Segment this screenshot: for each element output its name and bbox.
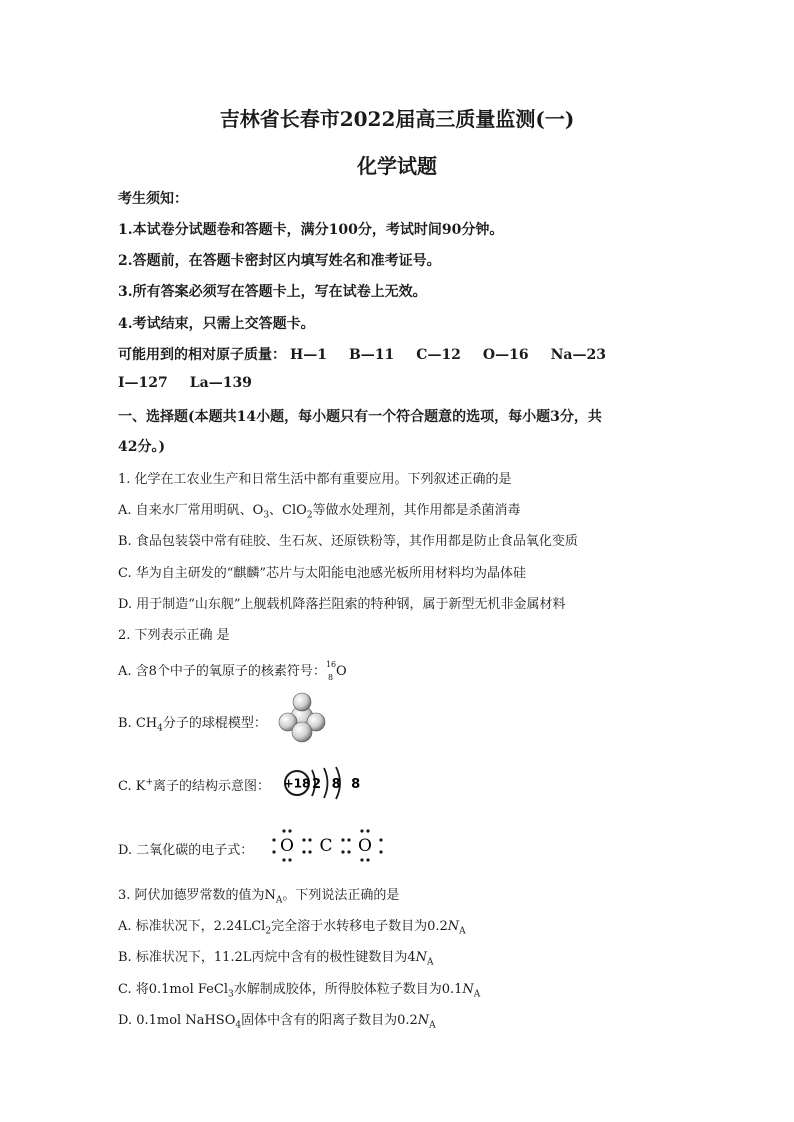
avogadro-symbol: N — [462, 982, 474, 997]
subscript: 4 — [157, 723, 163, 734]
text: 、ClO — [269, 503, 307, 518]
element-symbol: O — [335, 664, 347, 679]
q2-option-d: D. 二氧化碳的电子式： — [118, 843, 254, 858]
atomic-mass: I—127 — [118, 375, 168, 391]
q2-option-a — [118, 659, 347, 682]
superscript: + — [145, 777, 154, 788]
text: 3. 阿伏加德罗常数的值为N — [118, 888, 276, 903]
atomic-masses-label: 可能用到的相对原子质量： — [118, 347, 286, 363]
ch4-ball-stick-model-image — [278, 690, 328, 744]
subscript: 2 — [306, 510, 313, 521]
q1-stem: 1. 化学在工农业生产和日常生活中都有重要应用。下列叙述正确的是 — [118, 472, 512, 487]
notice-item: 1.本试卷分试题卷和答题卡，满分100分，考试时间90分钟。 — [118, 222, 504, 238]
isotope-notation — [325, 659, 337, 682]
notice-item: 2.答题前，在答题卡密封区内填写姓名和准考证号。 — [118, 253, 441, 269]
atom-symbol: O — [358, 836, 372, 856]
section-heading: 一、选择题(本题共14小题，每小题只有一个符合题意的选项，每小题3分，共 — [118, 409, 602, 425]
avogadro-symbol: N — [415, 950, 428, 965]
atomic-mass: H—1 — [290, 347, 327, 363]
atom-symbol: O — [280, 836, 294, 856]
text: B. CH — [118, 716, 158, 731]
q3-option-b — [118, 946, 434, 968]
q1-option-d: D. 用于制造“山东舰”上舰载机降落拦阻索的特种钢，属于新型无机非金属材料 — [118, 597, 566, 612]
text: A. 标准状况下，2.24LCl — [118, 919, 266, 934]
text: A. 含8个中子的氧原子的核素符号： — [118, 664, 326, 679]
text: 固体中含有的阳离子数目为0.2 — [241, 1013, 418, 1028]
mass-number: 16 — [325, 659, 337, 669]
text: 完全溶于水转移电子数目为0.2 — [271, 919, 448, 934]
q3-option-d — [118, 1009, 436, 1031]
text: D. 0.1mol NaHSO — [118, 1013, 236, 1028]
atomic-mass: O—16 — [482, 347, 529, 363]
text: 水解制成胶体，所得胶体粒子数目为0.1 — [233, 982, 463, 997]
text: A. 自来水厂常用明矾、O — [118, 503, 264, 518]
section-heading-cont: 42分。) — [118, 439, 166, 455]
q1-option-c: C. 华为自主研发的“麒麟”芯片与太阳能电池感光板所用材料均为晶体硅 — [118, 566, 527, 581]
subscript: A — [459, 926, 466, 937]
avogadro-symbol: N — [447, 919, 460, 934]
text: B. 标准状况下，11.2L丙烷中含有的极性键数目为4 — [118, 950, 416, 965]
subscript: 3 — [263, 510, 270, 521]
subscript: 4 — [235, 1020, 242, 1031]
k-ion-structure-diagram — [282, 766, 364, 800]
q2-option-c — [118, 775, 270, 794]
atomic-mass: Na—23 — [550, 347, 606, 363]
atomic-mass: La—139 — [189, 375, 252, 391]
notice-item: 3.所有答案必须写在答题卡上，写在试卷上无效。 — [118, 284, 427, 300]
subscript: A — [275, 895, 283, 906]
atom-symbol: C — [319, 836, 333, 856]
q3-stem — [118, 884, 399, 906]
q3-option-a — [118, 915, 466, 937]
atomic-mass: B—11 — [348, 347, 395, 363]
atomic-mass: C—12 — [416, 347, 461, 363]
q1-option-b: B. 食品包装袋中常有硅胶、生石灰、还原铁粉等，其作用都是防止食品氧化变质 — [118, 534, 578, 549]
subscript: A — [427, 957, 434, 968]
q1-option-a — [118, 499, 521, 521]
text: 离子的结构示意图： — [153, 779, 271, 794]
text: 等做水处理剂，其作用都是杀菌消毒 — [312, 503, 521, 518]
text: C. K — [118, 779, 146, 794]
electron-counts: 2 8 8 — [312, 777, 364, 792]
text: C. 将0.1mol FeCl — [118, 982, 228, 997]
atomic-number: 8 — [327, 672, 334, 682]
q3-option-c — [118, 978, 480, 1000]
text: 。下列说法正确的是 — [282, 888, 400, 903]
notice-heading: 考生须知： — [118, 191, 188, 207]
nucleus-charge: +18 — [283, 776, 311, 791]
avogadro-symbol: N — [417, 1013, 430, 1028]
atomic-masses — [118, 344, 628, 364]
subscript: 3 — [227, 989, 234, 1000]
atomic-masses-2 — [118, 375, 274, 391]
notice-item: 4.考试结束，只需上交答题卡。 — [118, 316, 315, 332]
subscript: A — [473, 989, 481, 1000]
text: 分子的球棍模型： — [162, 716, 267, 731]
subscript: 2 — [265, 926, 272, 937]
subscript: A — [429, 1020, 436, 1031]
subject-title: 化学试题 — [357, 154, 437, 178]
co2-electron-formula — [268, 826, 388, 862]
q2-option-b — [118, 712, 267, 734]
q2-stem: 2. 下列表示正确 是 — [118, 628, 230, 643]
page-title: 吉林省长春市2022届高三质量监测(一) — [219, 107, 575, 131]
